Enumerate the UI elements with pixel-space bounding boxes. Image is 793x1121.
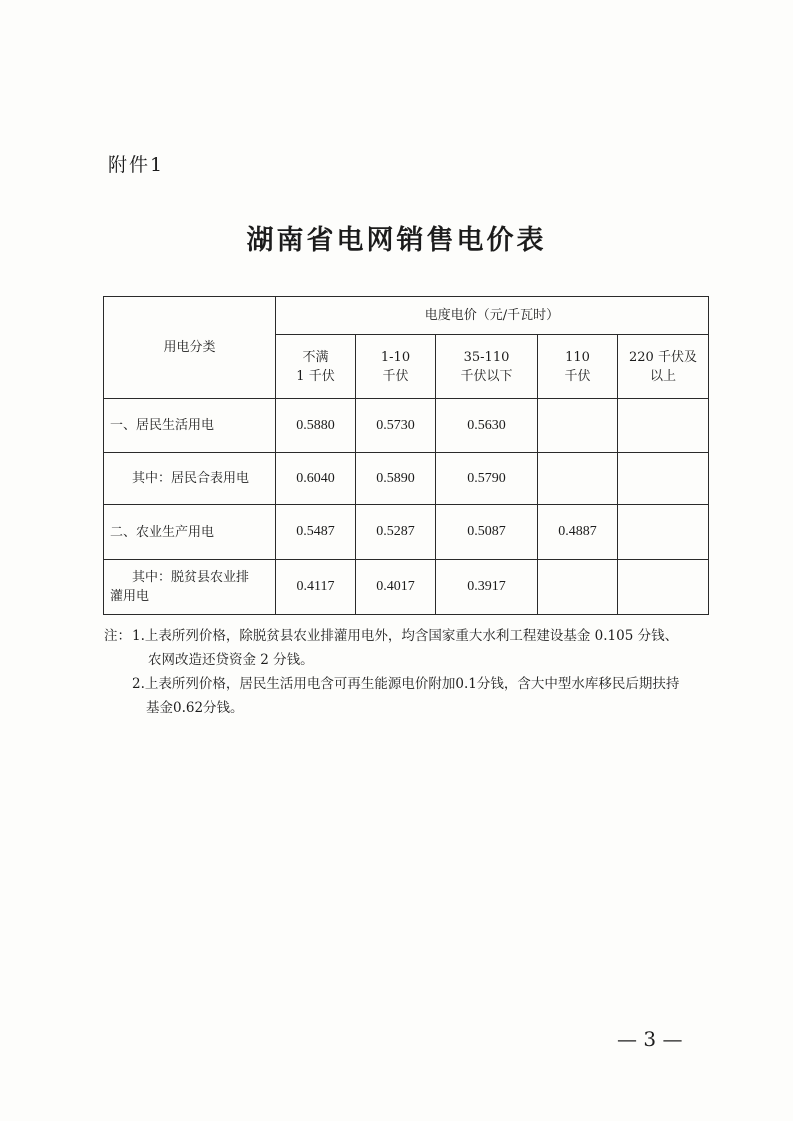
- row-category: 一、居民生活用电: [104, 399, 276, 453]
- notes-label: 注：: [104, 628, 131, 644]
- table-row: [104, 505, 709, 560]
- price-cell: 0.5730: [356, 399, 436, 453]
- note-1-continuation: 农网改造还贷资金 2 分钱。: [148, 652, 314, 668]
- page-number: — 3 —: [617, 1027, 683, 1051]
- price-cell: 0.6040: [276, 453, 356, 505]
- column-header: 1-10 千伏: [356, 335, 436, 399]
- price-cell: [618, 453, 709, 505]
- price-table: [103, 296, 709, 615]
- price-cell: [538, 453, 618, 505]
- notes: [104, 624, 744, 720]
- price-cell: [618, 560, 709, 615]
- price-cell: 0.4887: [538, 505, 618, 560]
- price-cell: 0.5287: [356, 505, 436, 560]
- price-header: 电度电价（元/千瓦时）: [276, 297, 709, 335]
- price-cell: [618, 399, 709, 453]
- column-header: 35-110 千伏以下: [436, 335, 538, 399]
- price-cell: [538, 560, 618, 615]
- price-cell: 0.5790: [436, 453, 538, 505]
- price-cell: [618, 505, 709, 560]
- table-header-row: [104, 297, 709, 335]
- price-cell: 0.5487: [276, 505, 356, 560]
- price-cell: 0.4017: [356, 560, 436, 615]
- table-row: [104, 453, 709, 505]
- category-header: 用电分类: [104, 297, 276, 399]
- price-cell: 0.5890: [356, 453, 436, 505]
- page-title: 湖南省电网销售电价表: [246, 225, 547, 256]
- column-header: 110 千伏: [538, 335, 618, 399]
- attachment-label: 附件1: [108, 154, 165, 176]
- note-1: 1.上表所列价格，除脱贫县农业排灌用电外，均含国家重大水利工程建设基金 0.105 分钱、: [132, 628, 679, 644]
- row-category: 其中：居民合表用电: [104, 453, 276, 505]
- note-2-continuation: 基金0.62分钱。: [146, 700, 244, 716]
- price-cell: 0.5880: [276, 399, 356, 453]
- price-cell: 0.3917: [436, 560, 538, 615]
- price-cell: 0.5087: [436, 505, 538, 560]
- table-row: [104, 560, 709, 615]
- column-header: 不满 1 千伏: [276, 335, 356, 399]
- price-cell: [538, 399, 618, 453]
- price-cell: 0.4117: [276, 560, 356, 615]
- note-2: 2.上表所列价格，居民生活用电含可再生能源电价附加0.1分钱，含大中型水库移民后期扶持: [132, 676, 680, 692]
- row-category: 二、农业生产用电: [104, 505, 276, 560]
- price-cell: 0.5630: [436, 399, 538, 453]
- table-row: [104, 399, 709, 453]
- column-header: 220 千伏及 以上: [618, 335, 709, 399]
- row-category: 其中：脱贫县农业排 灌用电: [104, 560, 276, 615]
